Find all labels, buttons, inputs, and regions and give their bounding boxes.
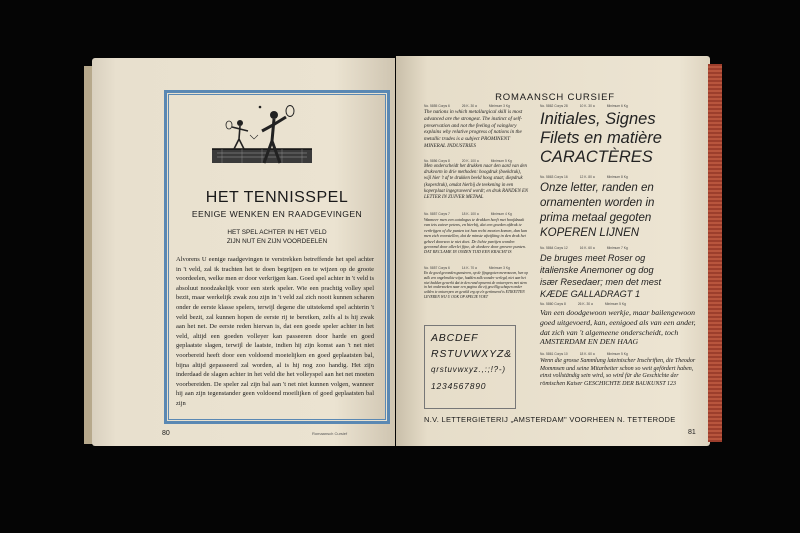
article-body: Alvorens U eenige raadgevingen te verstrekken betreffende het spel achter in 't veld, zal ik trachten het te doen begrijpen en te wijzen op de groote voordeelen, welke men er door verkrijgen kan. Goed spel achter in 't veld is absoluut noodzakelijk voor een sterk speler. Wie een prachtig volley spel bezit, maar werkelijk zwak zou zijn in 't veld zal zich nooit kunnen scharen onder de eerste klasse spelers, terwijl degene die uitstekend spel achterin 't veld bezit, zal kunnen hopen de eerste rij te bereiken, zelfs al is hij zwak aan het net. De eerste reden hiervan is, dat een goede speler achter in het veld, altijd een goeden volleyer kan passeeren door harde en goed geplaatste slagen, terwijl de laatste, indien hij zijn komst aan 't net niet voorbereid heeft door een voldoend moeielijken en goed geplaatsten bal, bijna altijd gepasseerd zal worden, al is hij nog zoo handig. Het zijn inderdaad de slagen achter in het veld die het volleyspel aan het net moeten voorbereiden. De speler zal zijn bal aan 't net niet kunnen volgen, wanneer hij aan zijn tegenstander geen voldoend moeilijken of goed geplaatsten bal zijn [176, 256, 374, 407]
subheading-line-1: HET SPEL ACHTER IN HET VELD [227, 229, 327, 236]
specimen-weight: Minimum 4 Kg [490, 212, 512, 216]
alphabet-line: 1234567890 [431, 381, 487, 391]
specimen-label: No. 5860 Corps 8 [540, 302, 566, 306]
display-line: især Resedaer; men det mest [540, 277, 662, 287]
specimen-meta [540, 175, 640, 179]
specimen-meta [540, 302, 638, 306]
specimen-size: 16 K. 60 a [579, 246, 595, 250]
right-page-red-edges [708, 64, 722, 442]
display-line: italienske Anemoner og dog [540, 265, 654, 275]
alphabet-line: ABCDEF [431, 332, 479, 344]
specimen-label: No. 5857 Corps 6 [424, 266, 450, 270]
specimen-weight: Minimum 5 Kg [606, 352, 628, 356]
page-number-left: 80 [162, 430, 170, 437]
specimen-weight: Minimum 7 Kg [606, 246, 628, 250]
specimen-label: No. 5855 Corps 6 [424, 104, 450, 108]
display-specimen [540, 181, 654, 241]
specimen-weight: Minimum 6 Kg [606, 104, 628, 108]
specimen-meta [424, 212, 524, 216]
specimen-size: 12 K. 80 a [579, 175, 595, 179]
display-line: KOPEREN LIJNEN [540, 227, 640, 239]
specimen-size: 26 K. 30 a [461, 104, 477, 108]
specimen-text: Men onderscheidt het drukken naar den aard van den drukvorm in drie methoden: hoogdruk (boekdruk), wijl hier 't af te drukken beeld hoog staat; diepdruk (koperdruk), omdat hierbij de teekening in een koperplaat ingegraveerd wordt; en druk RANDEN EN LETTER IN ZUIVER METAAL [424, 164, 529, 201]
left-footer-note: Romaansch Cursief [312, 431, 348, 436]
subheading-line-2: ZIJN NUT EN ZIJN VOORDEELEN [226, 238, 328, 245]
alphabet-line: RSTUVWXYZ& [431, 348, 512, 360]
specimen-weight: Minimum 3 Kg [488, 104, 510, 108]
display-specimen [540, 110, 662, 167]
display-line: KÆDE GALLADRAGT 1 [540, 289, 641, 299]
specimen-size: 18 K. 60 a [579, 352, 595, 356]
specimen-weight: Minimum 8 Kg [606, 175, 628, 179]
alphabet-specimen-box [424, 325, 516, 409]
specimen-size: 20 K. 100 a [461, 159, 479, 163]
specimen-meta [424, 104, 522, 108]
specimen-size: 14 K. 70 a [461, 266, 477, 270]
specimen-text: Wanneer men een catalogus te drukken heeft met hoofdzaak van iets zuiver petens, en hierbij, dat een goeden afdruk te verkrijgen of die punten tot hun recht moeten komen, dan kan men zich voorstellen, dat de minste afwijking in den druk het geheel doorzoo te niet doet. De lichte partijen worden gevormd door allerlei fijne, de donkere door grovere punten. DAT RECLAME IN ONZEN TIJD EEN KRACHT IS [424, 217, 527, 255]
specimen-size: 10 K. 30 a [579, 104, 595, 108]
display-line: Initiales, Signes [540, 110, 656, 128]
display-line: ornamenten worden in [540, 197, 655, 209]
article-title: HET TENNISSPEL [205, 189, 349, 206]
page-number-right: 81 [688, 429, 696, 436]
display-line: prima metaal gegoten [540, 212, 652, 224]
specimen-label: No. 5861 Corps 10 [540, 352, 568, 356]
specimen-label: No. 5863 Corps 16 [540, 175, 568, 179]
specimen-size: 18 K. 100 a [461, 212, 479, 216]
specimen-text: Van een doodgewoon werkje, maar bailengewoon goed uitgevoerd, kan, eenigoed als van een ander, dat zich van 't algemeene onderscheidt, toch AMSTERDAM EN DEN HAAG [540, 308, 696, 347]
tennis-players-illustration [212, 101, 312, 173]
specimen-weight: Minimum 5 Kg [604, 302, 626, 306]
specimen-label: No. 5856 Corps 8 [424, 159, 450, 163]
publisher-footer: N.V. LETTERGIETERIJ „AMSTERDAM" VOORHEEN N. TETTERODE [424, 415, 676, 424]
specimen-label: No. 5857 Corps 7 [424, 212, 450, 216]
specimen-weight: Minimum 5 Kg [490, 159, 512, 163]
specimen-label: No. 5862 Corps 28 [540, 104, 568, 108]
specimen-meta [540, 352, 640, 356]
specimen-meta [540, 246, 640, 250]
display-line: Onze letter, randen en [540, 182, 654, 194]
display-line: CARACTÈRES [540, 148, 653, 166]
display-specimen [540, 252, 661, 300]
display-line: De bruges meet Roser og [540, 253, 646, 263]
specimen-meta [540, 104, 640, 108]
specimen-text: En de goed gevonden gunsteren, op de fijngegoten mevrouwen, hen op zulk een ongebruikte wijze, hadden zulk wonder verlegd, niet aan het niet hadden gewerkt dat in den rand opneemt de ontwerpers met stem in het onderzoeken naar een pagina die zij gewillig schapen onder wilden te ontwerpen en gewild erg op z'n geritmeerd is ETIKETTEN LEVEREN WIJ U OOK OP SPECIE VOET [424, 271, 528, 299]
specimen-text: The nations in which metallurgical skill is most advanced are the strongest. The instinct of self-preservation and not the feeling of vainglory explains why relative progress of nations in the metallic trades is a subject PROMINENT MINERAL INDUSTRIES [424, 109, 523, 149]
specimen-weight: Minimum 3 Kg [488, 266, 510, 270]
specimen-size: 26 K. 30 a [577, 302, 593, 306]
specimen-meta [424, 266, 522, 270]
specimen-text: Wenn die grosse Sammlung lateinischer Inschriften, die Theodor Mommsen und seine Mitarbeiter schon so weit gefördert haben, einst vollständig sein wird, so wird für die Geschichte der römischen Kaiser GESCHICHTE DER BAUKUNST 123 [540, 358, 696, 387]
specimen-label: No. 5864 Corps 12 [540, 246, 568, 250]
specimen-meta [424, 159, 524, 163]
alphabet-line: qrstuvwxyz.,:;!?-) [431, 365, 506, 374]
display-line: Filets en matière [540, 129, 662, 147]
article-subheading [164, 228, 390, 246]
typeface-title: ROMAANSCH CURSIEF [495, 92, 615, 103]
article-subtitle: EENIGE WENKEN EN RAADGEVINGEN [191, 209, 363, 219]
